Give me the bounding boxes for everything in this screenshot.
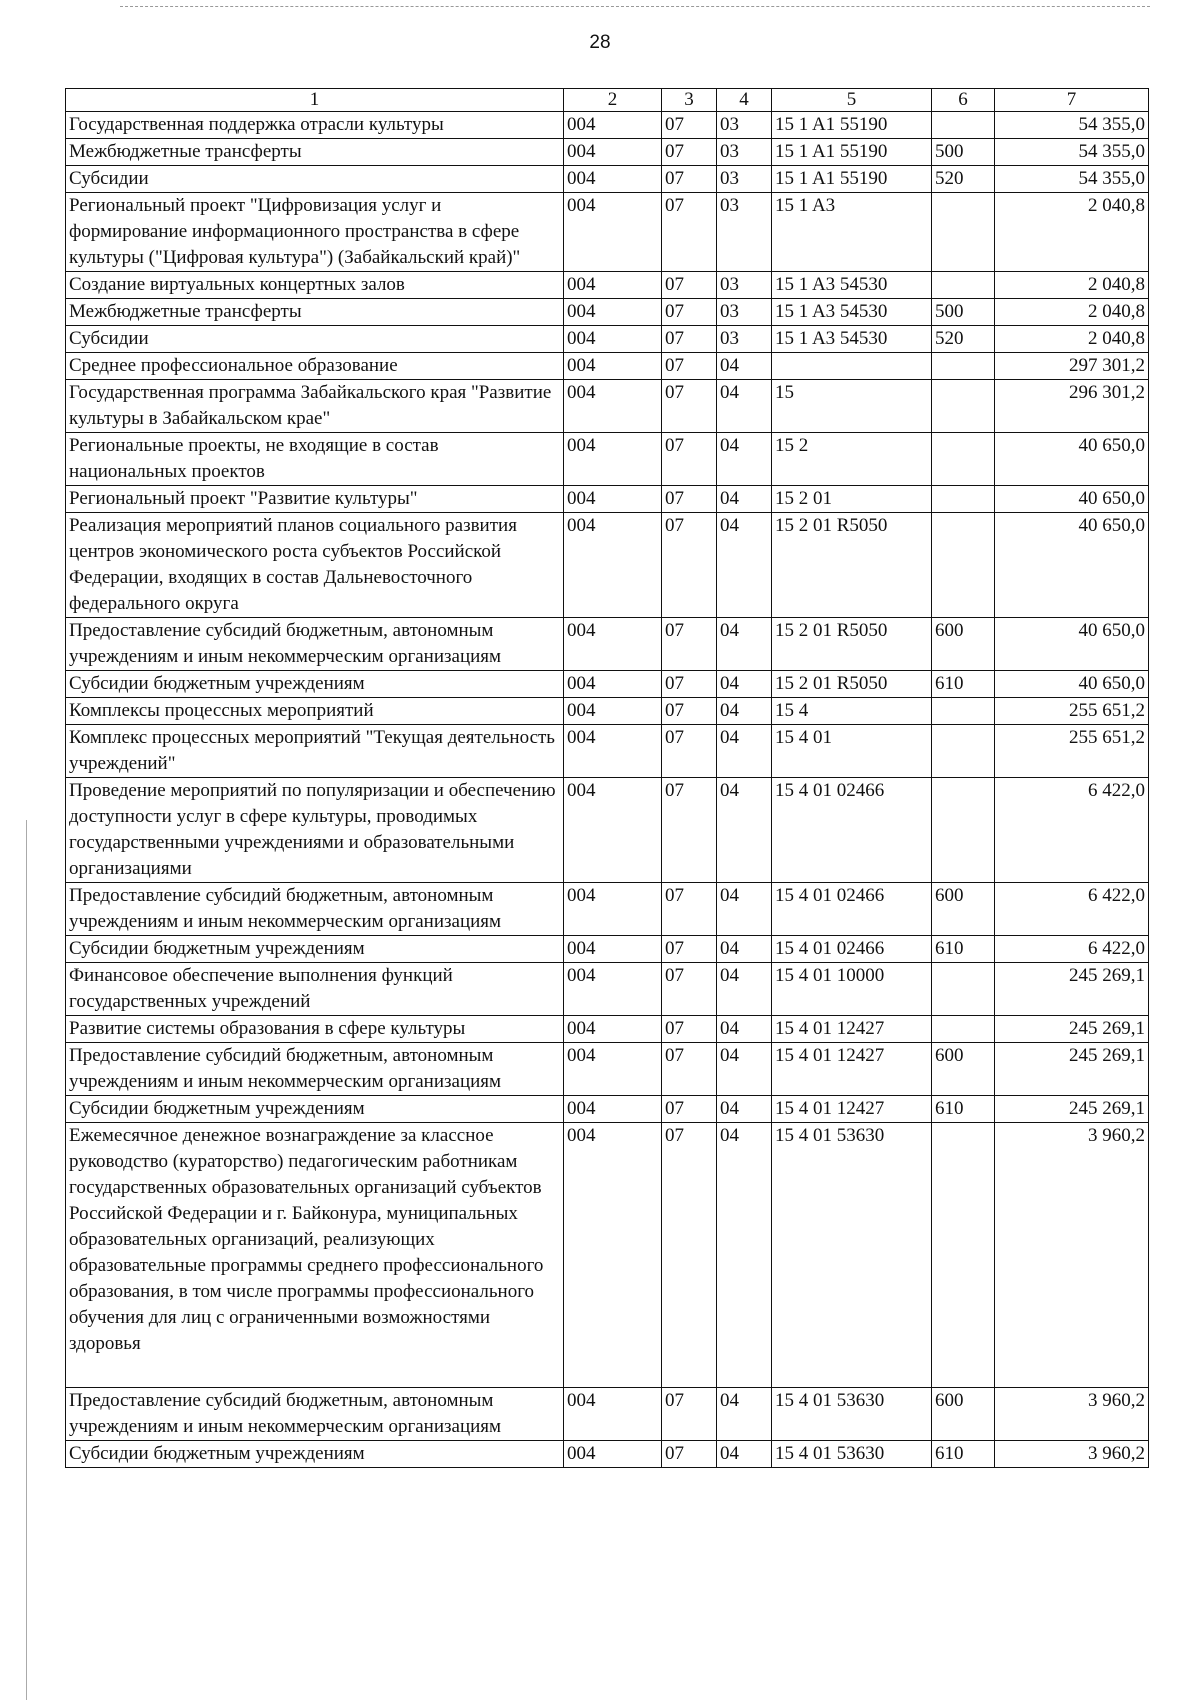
column-header: 7 [995,89,1149,112]
cell-expense-type [932,380,995,433]
cell-subsection-code: 04 [717,618,772,671]
cell-item-name: Региональный проект "Развитие культуры" [66,486,564,513]
table-row [66,698,1149,725]
cell-section-code: 07 [662,963,717,1016]
cell-amount: 54 355,0 [995,112,1149,139]
cell-section-code: 07 [662,299,717,326]
cell-ministry-code: 004 [564,139,662,166]
cell-item-name: Создание виртуальных концертных залов [66,272,564,299]
cell-subsection-code: 03 [717,139,772,166]
cell-target-article: 15 4 01 53630 [772,1441,932,1468]
cell-expense-type [932,433,995,486]
cell-ministry-code: 004 [564,936,662,963]
cell-expense-type [932,513,995,618]
table-row [66,963,1149,1016]
column-header: 1 [66,89,564,112]
cell-section-code: 07 [662,618,717,671]
cell-section-code: 07 [662,112,717,139]
cell-subsection-code: 04 [717,963,772,1016]
cell-ministry-code: 004 [564,963,662,1016]
cell-target-article [772,353,932,380]
cell-amount: 3 960,2 [995,1388,1149,1441]
cell-subsection-code: 04 [717,513,772,618]
cell-subsection-code: 04 [717,433,772,486]
cell-item-name: Субсидии бюджетным учреждениям [66,671,564,698]
cell-subsection-code: 04 [717,1016,772,1043]
cell-section-code: 07 [662,166,717,193]
cell-section-code: 07 [662,513,717,618]
cell-amount: 245 269,1 [995,1016,1149,1043]
cell-section-code: 07 [662,353,717,380]
cell-ministry-code: 004 [564,193,662,272]
cell-ministry-code: 004 [564,353,662,380]
cell-amount: 54 355,0 [995,139,1149,166]
cell-target-article: 15 4 01 12427 [772,1096,932,1123]
cell-subsection-code: 03 [717,193,772,272]
cell-ministry-code: 004 [564,433,662,486]
cell-item-name: Предоставление субсидий бюджетным, автономным учреждениям и иным некоммерческим организациям [66,1388,564,1441]
table-row [66,1123,1149,1388]
cell-expense-type [932,963,995,1016]
cell-target-article: 15 4 01 02466 [772,936,932,963]
cell-target-article: 15 1 A3 54530 [772,326,932,353]
cell-amount: 255 651,2 [995,698,1149,725]
table-row [66,112,1149,139]
cell-subsection-code: 03 [717,166,772,193]
table-row [66,618,1149,671]
cell-section-code: 07 [662,725,717,778]
cell-expense-type: 610 [932,1096,995,1123]
cell-ministry-code: 004 [564,1016,662,1043]
cell-expense-type: 610 [932,671,995,698]
cell-item-name: Предоставление субсидий бюджетным, автономным учреждениям и иным некоммерческим организациям [66,618,564,671]
cell-ministry-code: 004 [564,1043,662,1096]
cell-expense-type [932,725,995,778]
cell-ministry-code: 004 [564,1123,662,1388]
cell-section-code: 07 [662,272,717,299]
cell-expense-type: 600 [932,883,995,936]
cell-subsection-code: 04 [717,486,772,513]
cell-section-code: 07 [662,193,717,272]
cell-ministry-code: 004 [564,486,662,513]
table-row [66,725,1149,778]
cell-ministry-code: 004 [564,1388,662,1441]
table-row [66,272,1149,299]
cell-section-code: 07 [662,1043,717,1096]
cell-amount: 296 301,2 [995,380,1149,433]
cell-expense-type [932,112,995,139]
cell-amount: 255 651,2 [995,725,1149,778]
cell-subsection-code: 04 [717,698,772,725]
cell-expense-type: 610 [932,936,995,963]
cell-expense-type: 600 [932,1043,995,1096]
cell-expense-type: 600 [932,618,995,671]
cell-ministry-code: 004 [564,1096,662,1123]
cell-target-article: 15 4 01 12427 [772,1016,932,1043]
cell-item-name: Проведение мероприятий по популяризации и обеспечению доступности услуг в сфере культуры, проводимых государственными учреждениями и образовательными организациями [66,778,564,883]
cell-subsection-code: 04 [717,1043,772,1096]
cell-item-name: Ежемесячное денежное вознаграждение за классное руководство (кураторство) педагогическим работникам государственных образовательных организаций субъектов Российской Федерации и г. Байконура, муниципальных образовательных организаций, реализующих образовательные программы среднего профессионального образования, в том числе программы профессионального обучения для лиц с ограниченными возможностями здоровья [66,1123,564,1388]
cell-expense-type: 610 [932,1441,995,1468]
table-body [66,112,1149,1468]
table-row [66,433,1149,486]
cell-subsection-code: 03 [717,326,772,353]
cell-ministry-code: 004 [564,513,662,618]
cell-amount: 54 355,0 [995,166,1149,193]
cell-amount: 3 960,2 [995,1123,1149,1388]
cell-target-article: 15 2 01 R5050 [772,513,932,618]
cell-target-article: 15 2 01 R5050 [772,671,932,698]
table-row [66,353,1149,380]
cell-subsection-code: 04 [717,671,772,698]
cell-amount: 6 422,0 [995,778,1149,883]
cell-target-article: 15 1 A3 [772,193,932,272]
cell-target-article: 15 1 A1 55190 [772,112,932,139]
cell-target-article: 15 1 A3 54530 [772,272,932,299]
cell-target-article: 15 1 A1 55190 [772,139,932,166]
cell-item-name: Межбюджетные трансферты [66,299,564,326]
cell-target-article: 15 4 01 02466 [772,883,932,936]
table-header-row [66,89,1149,112]
cell-expense-type [932,272,995,299]
cell-target-article: 15 [772,380,932,433]
cell-item-name: Субсидии бюджетным учреждениям [66,1096,564,1123]
cell-expense-type [932,1016,995,1043]
cell-amount: 245 269,1 [995,963,1149,1016]
table-row [66,936,1149,963]
table-row [66,299,1149,326]
table-row [66,380,1149,433]
cell-amount: 6 422,0 [995,936,1149,963]
page-number: 28 [589,32,611,53]
cell-amount: 40 650,0 [995,433,1149,486]
cell-amount: 40 650,0 [995,486,1149,513]
cell-section-code: 07 [662,1388,717,1441]
cell-amount: 297 301,2 [995,353,1149,380]
cell-subsection-code: 03 [717,112,772,139]
cell-amount: 245 269,1 [995,1096,1149,1123]
cell-ministry-code: 004 [564,618,662,671]
cell-ministry-code: 004 [564,1441,662,1468]
cell-subsection-code: 04 [717,380,772,433]
cell-item-name: Субсидии [66,326,564,353]
cell-subsection-code: 03 [717,272,772,299]
cell-target-article: 15 1 A1 55190 [772,166,932,193]
cell-section-code: 07 [662,698,717,725]
cell-section-code: 07 [662,778,717,883]
cell-item-name: Предоставление субсидий бюджетным, автономным учреждениям и иным некоммерческим организациям [66,883,564,936]
cell-item-name: Развитие системы образования в сфере культуры [66,1016,564,1043]
cell-section-code: 07 [662,139,717,166]
cell-amount: 40 650,0 [995,618,1149,671]
cell-target-article: 15 2 01 R5050 [772,618,932,671]
cell-section-code: 07 [662,671,717,698]
cell-item-name: Реализация мероприятий планов социального развития центров экономического роста субъектов Российской Федерации, входящих в состав Дальневосточного федерального округа [66,513,564,618]
cell-section-code: 07 [662,326,717,353]
cell-item-name: Государственная программа Забайкальского края "Развитие культуры в Забайкальском крае" [66,380,564,433]
cell-section-code: 07 [662,1096,717,1123]
cell-target-article: 15 4 01 [772,725,932,778]
table-row [66,1441,1149,1468]
cell-amount: 3 960,2 [995,1441,1149,1468]
cell-target-article: 15 4 01 53630 [772,1123,932,1388]
cell-section-code: 07 [662,1441,717,1468]
cell-ministry-code: 004 [564,883,662,936]
cell-item-name: Комплексы процессных мероприятий [66,698,564,725]
cell-item-name: Финансовое обеспечение выполнения функций государственных учреждений [66,963,564,1016]
table-row [66,1016,1149,1043]
cell-target-article: 15 1 A3 54530 [772,299,932,326]
cell-ministry-code: 004 [564,671,662,698]
cell-item-name: Региональный проект "Цифровизация услуг и формирование информационного пространства в сфере культуры ("Цифровая культура") (Забайкальский край)" [66,193,564,272]
cell-target-article: 15 4 01 02466 [772,778,932,883]
cell-target-article: 15 4 01 53630 [772,1388,932,1441]
cell-expense-type: 520 [932,166,995,193]
table-row [66,166,1149,193]
cell-item-name: Государственная поддержка отрасли культуры [66,112,564,139]
cell-item-name: Субсидии [66,166,564,193]
cell-subsection-code: 04 [717,1123,772,1388]
cell-amount: 2 040,8 [995,326,1149,353]
cell-subsection-code: 04 [717,725,772,778]
cell-item-name: Межбюджетные трансферты [66,139,564,166]
table-row [66,883,1149,936]
cell-expense-type [932,486,995,513]
table-row [66,193,1149,272]
column-header: 3 [662,89,717,112]
cell-subsection-code: 04 [717,353,772,380]
cell-section-code: 07 [662,433,717,486]
table-row [66,326,1149,353]
cell-item-name: Комплекс процессных мероприятий "Текущая деятельность учреждений" [66,725,564,778]
cell-expense-type: 600 [932,1388,995,1441]
cell-ministry-code: 004 [564,112,662,139]
cell-subsection-code: 04 [717,1096,772,1123]
cell-item-name: Субсидии бюджетным учреждениям [66,936,564,963]
cell-subsection-code: 04 [717,883,772,936]
cell-target-article: 15 2 [772,433,932,486]
table-row [66,1096,1149,1123]
cell-expense-type [932,353,995,380]
cell-target-article: 15 4 01 10000 [772,963,932,1016]
cell-ministry-code: 004 [564,778,662,883]
cell-subsection-code: 04 [717,936,772,963]
cell-target-article: 15 4 01 12427 [772,1043,932,1096]
cell-amount: 6 422,0 [995,883,1149,936]
cell-ministry-code: 004 [564,725,662,778]
cell-expense-type: 500 [932,139,995,166]
cell-section-code: 07 [662,1016,717,1043]
table-row [66,671,1149,698]
cell-section-code: 07 [662,1123,717,1388]
column-header: 6 [932,89,995,112]
cell-subsection-code: 04 [717,778,772,883]
cell-amount: 2 040,8 [995,272,1149,299]
cell-expense-type [932,778,995,883]
cell-expense-type [932,193,995,272]
cell-amount: 2 040,8 [995,193,1149,272]
cell-ministry-code: 004 [564,299,662,326]
cell-item-name: Региональные проекты, не входящие в состав национальных проектов [66,433,564,486]
cell-section-code: 07 [662,486,717,513]
column-header: 5 [772,89,932,112]
cell-item-name: Предоставление субсидий бюджетным, автономным учреждениям и иным некоммерческим организациям [66,1043,564,1096]
table-row [66,486,1149,513]
table-row [66,778,1149,883]
table-row [66,513,1149,618]
cell-target-article: 15 4 [772,698,932,725]
cell-subsection-code: 03 [717,299,772,326]
cell-amount: 2 040,8 [995,299,1149,326]
cell-amount: 40 650,0 [995,513,1149,618]
budget-table [65,88,1149,1468]
cell-ministry-code: 004 [564,326,662,353]
column-header: 4 [717,89,772,112]
cell-subsection-code: 04 [717,1441,772,1468]
table-row [66,1388,1149,1441]
cell-item-name: Среднее профессиональное образование [66,353,564,380]
table-row [66,1043,1149,1096]
cell-target-article: 15 2 01 [772,486,932,513]
cell-amount: 245 269,1 [995,1043,1149,1096]
cell-section-code: 07 [662,936,717,963]
cell-subsection-code: 04 [717,1388,772,1441]
cell-expense-type: 500 [932,299,995,326]
cell-ministry-code: 004 [564,380,662,433]
scan-top-edge-line [120,6,1150,7]
cell-ministry-code: 004 [564,698,662,725]
cell-ministry-code: 004 [564,272,662,299]
cell-expense-type [932,1123,995,1388]
cell-expense-type [932,698,995,725]
cell-section-code: 07 [662,883,717,936]
cell-section-code: 07 [662,380,717,433]
table-row [66,139,1149,166]
column-header: 2 [564,89,662,112]
scan-left-edge-line [26,820,27,1700]
cell-amount: 40 650,0 [995,671,1149,698]
cell-expense-type: 520 [932,326,995,353]
cell-item-name: Субсидии бюджетным учреждениям [66,1441,564,1468]
cell-ministry-code: 004 [564,166,662,193]
